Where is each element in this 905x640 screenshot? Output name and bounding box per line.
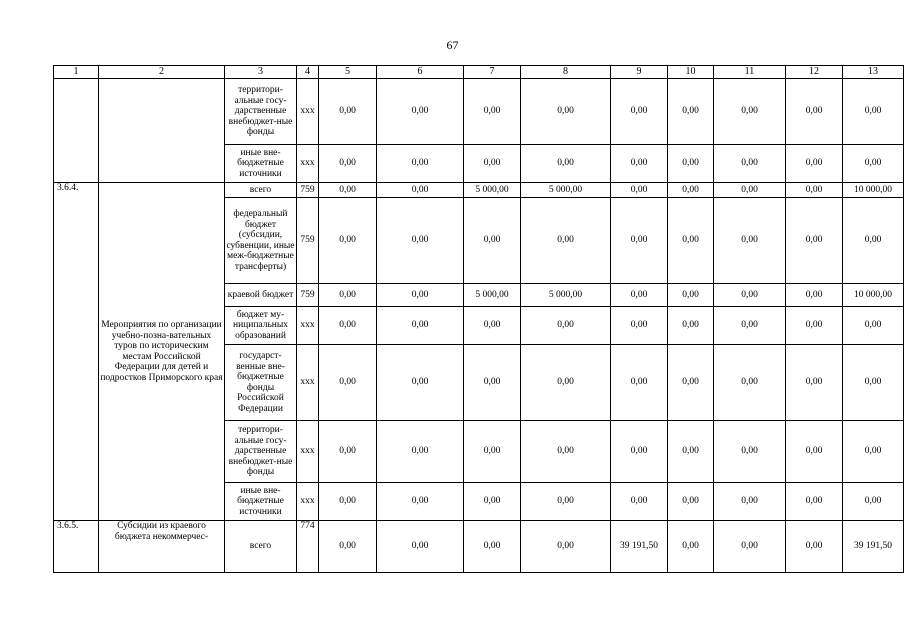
funding-source-cell: всего (225, 521, 297, 573)
value-cell: 0,00 (464, 198, 521, 284)
value-cell: 0,00 (714, 483, 786, 521)
value-cell: 0,00 (464, 521, 521, 573)
column-header: 4 (297, 66, 319, 79)
value-cell: 0,00 (319, 345, 377, 421)
value-cell: 0,00 (464, 307, 521, 345)
value-cell: 0,00 (377, 521, 464, 573)
item-name: Субсидии из краевого бюджета некоммерчес- (99, 521, 225, 573)
value-cell: 0,00 (464, 345, 521, 421)
value-cell: 0,00 (319, 284, 377, 307)
value-cell: 0,00 (714, 345, 786, 421)
funding-source-cell: краевой бюджет (225, 284, 297, 307)
value-cell: 0,00 (464, 145, 521, 183)
value-cell: 0,00 (377, 183, 464, 198)
value-cell: 0,00 (668, 284, 714, 307)
value-cell: 0,00 (714, 284, 786, 307)
value-cell: 0,00 (714, 521, 786, 573)
admin-code-cell: ххх (297, 307, 319, 345)
value-cell: 0,00 (611, 145, 668, 183)
column-header: 10 (668, 66, 714, 79)
column-header: 3 (225, 66, 297, 79)
table-row (54, 183, 904, 198)
funding-source-cell: территори-альные госу-дарственные внебюджет-ные фонды (225, 79, 297, 145)
header-row (54, 66, 904, 79)
value-cell: 0,00 (377, 307, 464, 345)
value-cell: 0,00 (521, 421, 611, 483)
value-cell: 5 000,00 (521, 284, 611, 307)
value-cell: 0,00 (668, 345, 714, 421)
value-cell: 0,00 (843, 145, 904, 183)
value-cell: 0,00 (786, 307, 843, 345)
value-cell: 0,00 (843, 483, 904, 521)
value-cell: 0,00 (464, 483, 521, 521)
value-cell: 0,00 (319, 183, 377, 198)
value-cell: 0,00 (714, 183, 786, 198)
name-cell (99, 79, 225, 183)
admin-code-cell: ххх (297, 345, 319, 421)
value-cell: 0,00 (377, 198, 464, 284)
value-cell: 0,00 (464, 421, 521, 483)
admin-code-cell: 759 (297, 198, 319, 284)
value-cell: 0,00 (714, 79, 786, 145)
column-header: 11 (714, 66, 786, 79)
admin-code-cell: 774 (297, 521, 319, 573)
value-cell: 0,00 (668, 421, 714, 483)
value-cell: 0,00 (786, 183, 843, 198)
value-cell: 5 000,00 (464, 183, 521, 198)
value-cell: 0,00 (786, 421, 843, 483)
value-cell: 0,00 (843, 421, 904, 483)
value-cell: 0,00 (843, 345, 904, 421)
value-cell: 39 191,50 (611, 521, 668, 573)
funding-source-cell: государст-венные вне-бюджетные фонды Российской Федерации (225, 345, 297, 421)
admin-code-cell: ххх (297, 145, 319, 183)
value-cell: 0,00 (319, 521, 377, 573)
value-cell: 0,00 (611, 79, 668, 145)
value-cell: 0,00 (611, 284, 668, 307)
value-cell: 0,00 (521, 145, 611, 183)
value-cell: 0,00 (521, 521, 611, 573)
value-cell: 0,00 (521, 198, 611, 284)
value-cell: 0,00 (714, 307, 786, 345)
value-cell: 0,00 (714, 421, 786, 483)
admin-code-cell: 759 (297, 284, 319, 307)
value-cell: 10 000,00 (843, 183, 904, 198)
value-cell: 0,00 (668, 79, 714, 145)
value-cell: 0,00 (668, 183, 714, 198)
admin-code-cell: ххх (297, 421, 319, 483)
column-header: 8 (521, 66, 611, 79)
value-cell: 0,00 (611, 307, 668, 345)
value-cell: 0,00 (786, 345, 843, 421)
table-row (54, 521, 904, 573)
value-cell: 0,00 (521, 307, 611, 345)
column-header: 7 (464, 66, 521, 79)
admin-code-cell: ххх (297, 79, 319, 145)
value-cell: 0,00 (668, 483, 714, 521)
value-cell: 0,00 (521, 483, 611, 521)
item-code: 3.6.5. (54, 521, 99, 573)
value-cell: 0,00 (786, 145, 843, 183)
funding-source-cell: территори-альные госу-дарственные внебюджет-ные фонды (225, 421, 297, 483)
value-cell: 0,00 (319, 198, 377, 284)
column-header: 9 (611, 66, 668, 79)
value-cell: 0,00 (611, 345, 668, 421)
column-header: 13 (843, 66, 904, 79)
column-header: 5 (319, 66, 377, 79)
value-cell: 0,00 (714, 145, 786, 183)
table-row (54, 79, 904, 145)
value-cell: 0,00 (786, 198, 843, 284)
item-name: Мероприятия по организации учебно-позна-вательных туров по историческим местам Российской Федерации для детей и подростков Приморского края (99, 183, 225, 521)
value-cell: 5 000,00 (464, 284, 521, 307)
value-cell: 0,00 (464, 79, 521, 145)
column-header: 1 (54, 66, 99, 79)
column-header: 12 (786, 66, 843, 79)
value-cell: 0,00 (319, 145, 377, 183)
code-cell (54, 79, 99, 183)
value-cell: 0,00 (786, 483, 843, 521)
value-cell: 0,00 (319, 307, 377, 345)
value-cell: 0,00 (377, 79, 464, 145)
funding-source-cell: всего (225, 183, 297, 198)
value-cell: 0,00 (786, 521, 843, 573)
value-cell: 0,00 (668, 145, 714, 183)
value-cell: 10 000,00 (843, 284, 904, 307)
value-cell: 0,00 (319, 421, 377, 483)
value-cell: 0,00 (521, 345, 611, 421)
column-header: 2 (99, 66, 225, 79)
value-cell: 39 191,50 (843, 521, 904, 573)
funding-source-cell: федеральный бюджет (субсидии, субвенции, иные меж-бюджетные трансферты) (225, 198, 297, 284)
value-cell: 0,00 (377, 421, 464, 483)
admin-code-cell: ххх (297, 483, 319, 521)
funding-source-cell: иные вне-бюджетные источники (225, 483, 297, 521)
value-cell: 0,00 (377, 345, 464, 421)
value-cell: 0,00 (668, 198, 714, 284)
column-header: 6 (377, 66, 464, 79)
value-cell: 0,00 (843, 198, 904, 284)
budget-table (53, 65, 904, 573)
value-cell: 0,00 (319, 79, 377, 145)
value-cell: 5 000,00 (521, 183, 611, 198)
value-cell: 0,00 (843, 307, 904, 345)
value-cell: 0,00 (377, 284, 464, 307)
value-cell: 0,00 (377, 145, 464, 183)
item-code: 3.6.4. (54, 183, 99, 521)
funding-source-cell: иные вне-бюджетные источники (225, 145, 297, 183)
value-cell: 0,00 (521, 79, 611, 145)
admin-code-cell: 759 (297, 183, 319, 198)
value-cell: 0,00 (319, 483, 377, 521)
funding-source-cell: бюджет му-ниципальных образований (225, 307, 297, 345)
value-cell: 0,00 (668, 521, 714, 573)
value-cell: 0,00 (843, 79, 904, 145)
value-cell: 0,00 (786, 284, 843, 307)
value-cell: 0,00 (611, 421, 668, 483)
value-cell: 0,00 (611, 198, 668, 284)
value-cell: 0,00 (668, 307, 714, 345)
page-number: 67 (446, 38, 459, 52)
value-cell: 0,00 (714, 198, 786, 284)
value-cell: 0,00 (611, 483, 668, 521)
value-cell: 0,00 (786, 79, 843, 145)
value-cell: 0,00 (611, 183, 668, 198)
value-cell: 0,00 (377, 483, 464, 521)
